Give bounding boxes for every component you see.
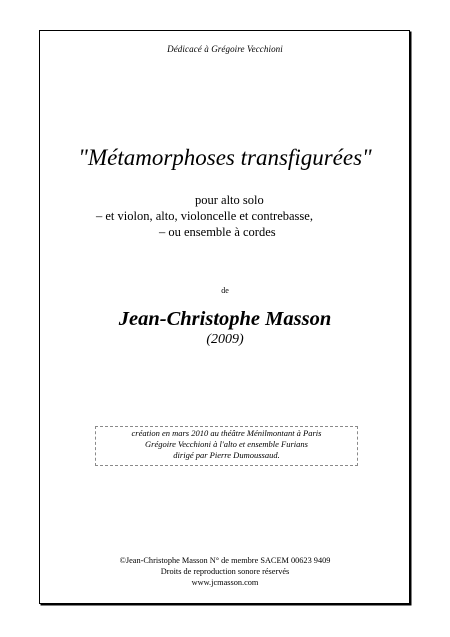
- copyright-line: ©Jean-Christophe Masson N° de membre SACEM 00623 9409: [119, 556, 331, 565]
- instrumentation-line: pour alto solo: [195, 193, 264, 207]
- composer-name: Jean-Christophe Masson: [118, 308, 332, 330]
- copyright-footer: [0, 555, 450, 588]
- dedication: Dédicacé à Grégoire Vecchioni: [167, 44, 283, 54]
- by-label: de: [221, 286, 229, 295]
- instrumentation-line: – ou ensemble à cordes: [159, 225, 276, 239]
- composition-year: (2009): [206, 332, 244, 347]
- instrumentation-line: – et violon, alto, violoncelle et contrebasse,: [96, 209, 313, 223]
- rights-line: Droits de reproduction sonore réservés: [160, 567, 290, 576]
- website-link[interactable]: www.jcmasson.com: [191, 578, 259, 587]
- premiere-info: [95, 428, 358, 461]
- premiere-line: Grégoire Vecchioni à l'alto et ensemble Furians: [145, 439, 308, 449]
- premiere-line: création en mars 2010 au théâtre Ménilmontant à Paris: [131, 428, 322, 438]
- work-title: "Métamorphoses transfigurées": [78, 145, 372, 170]
- premiere-line: dirigé par Pierre Dumoussaud.: [173, 450, 280, 460]
